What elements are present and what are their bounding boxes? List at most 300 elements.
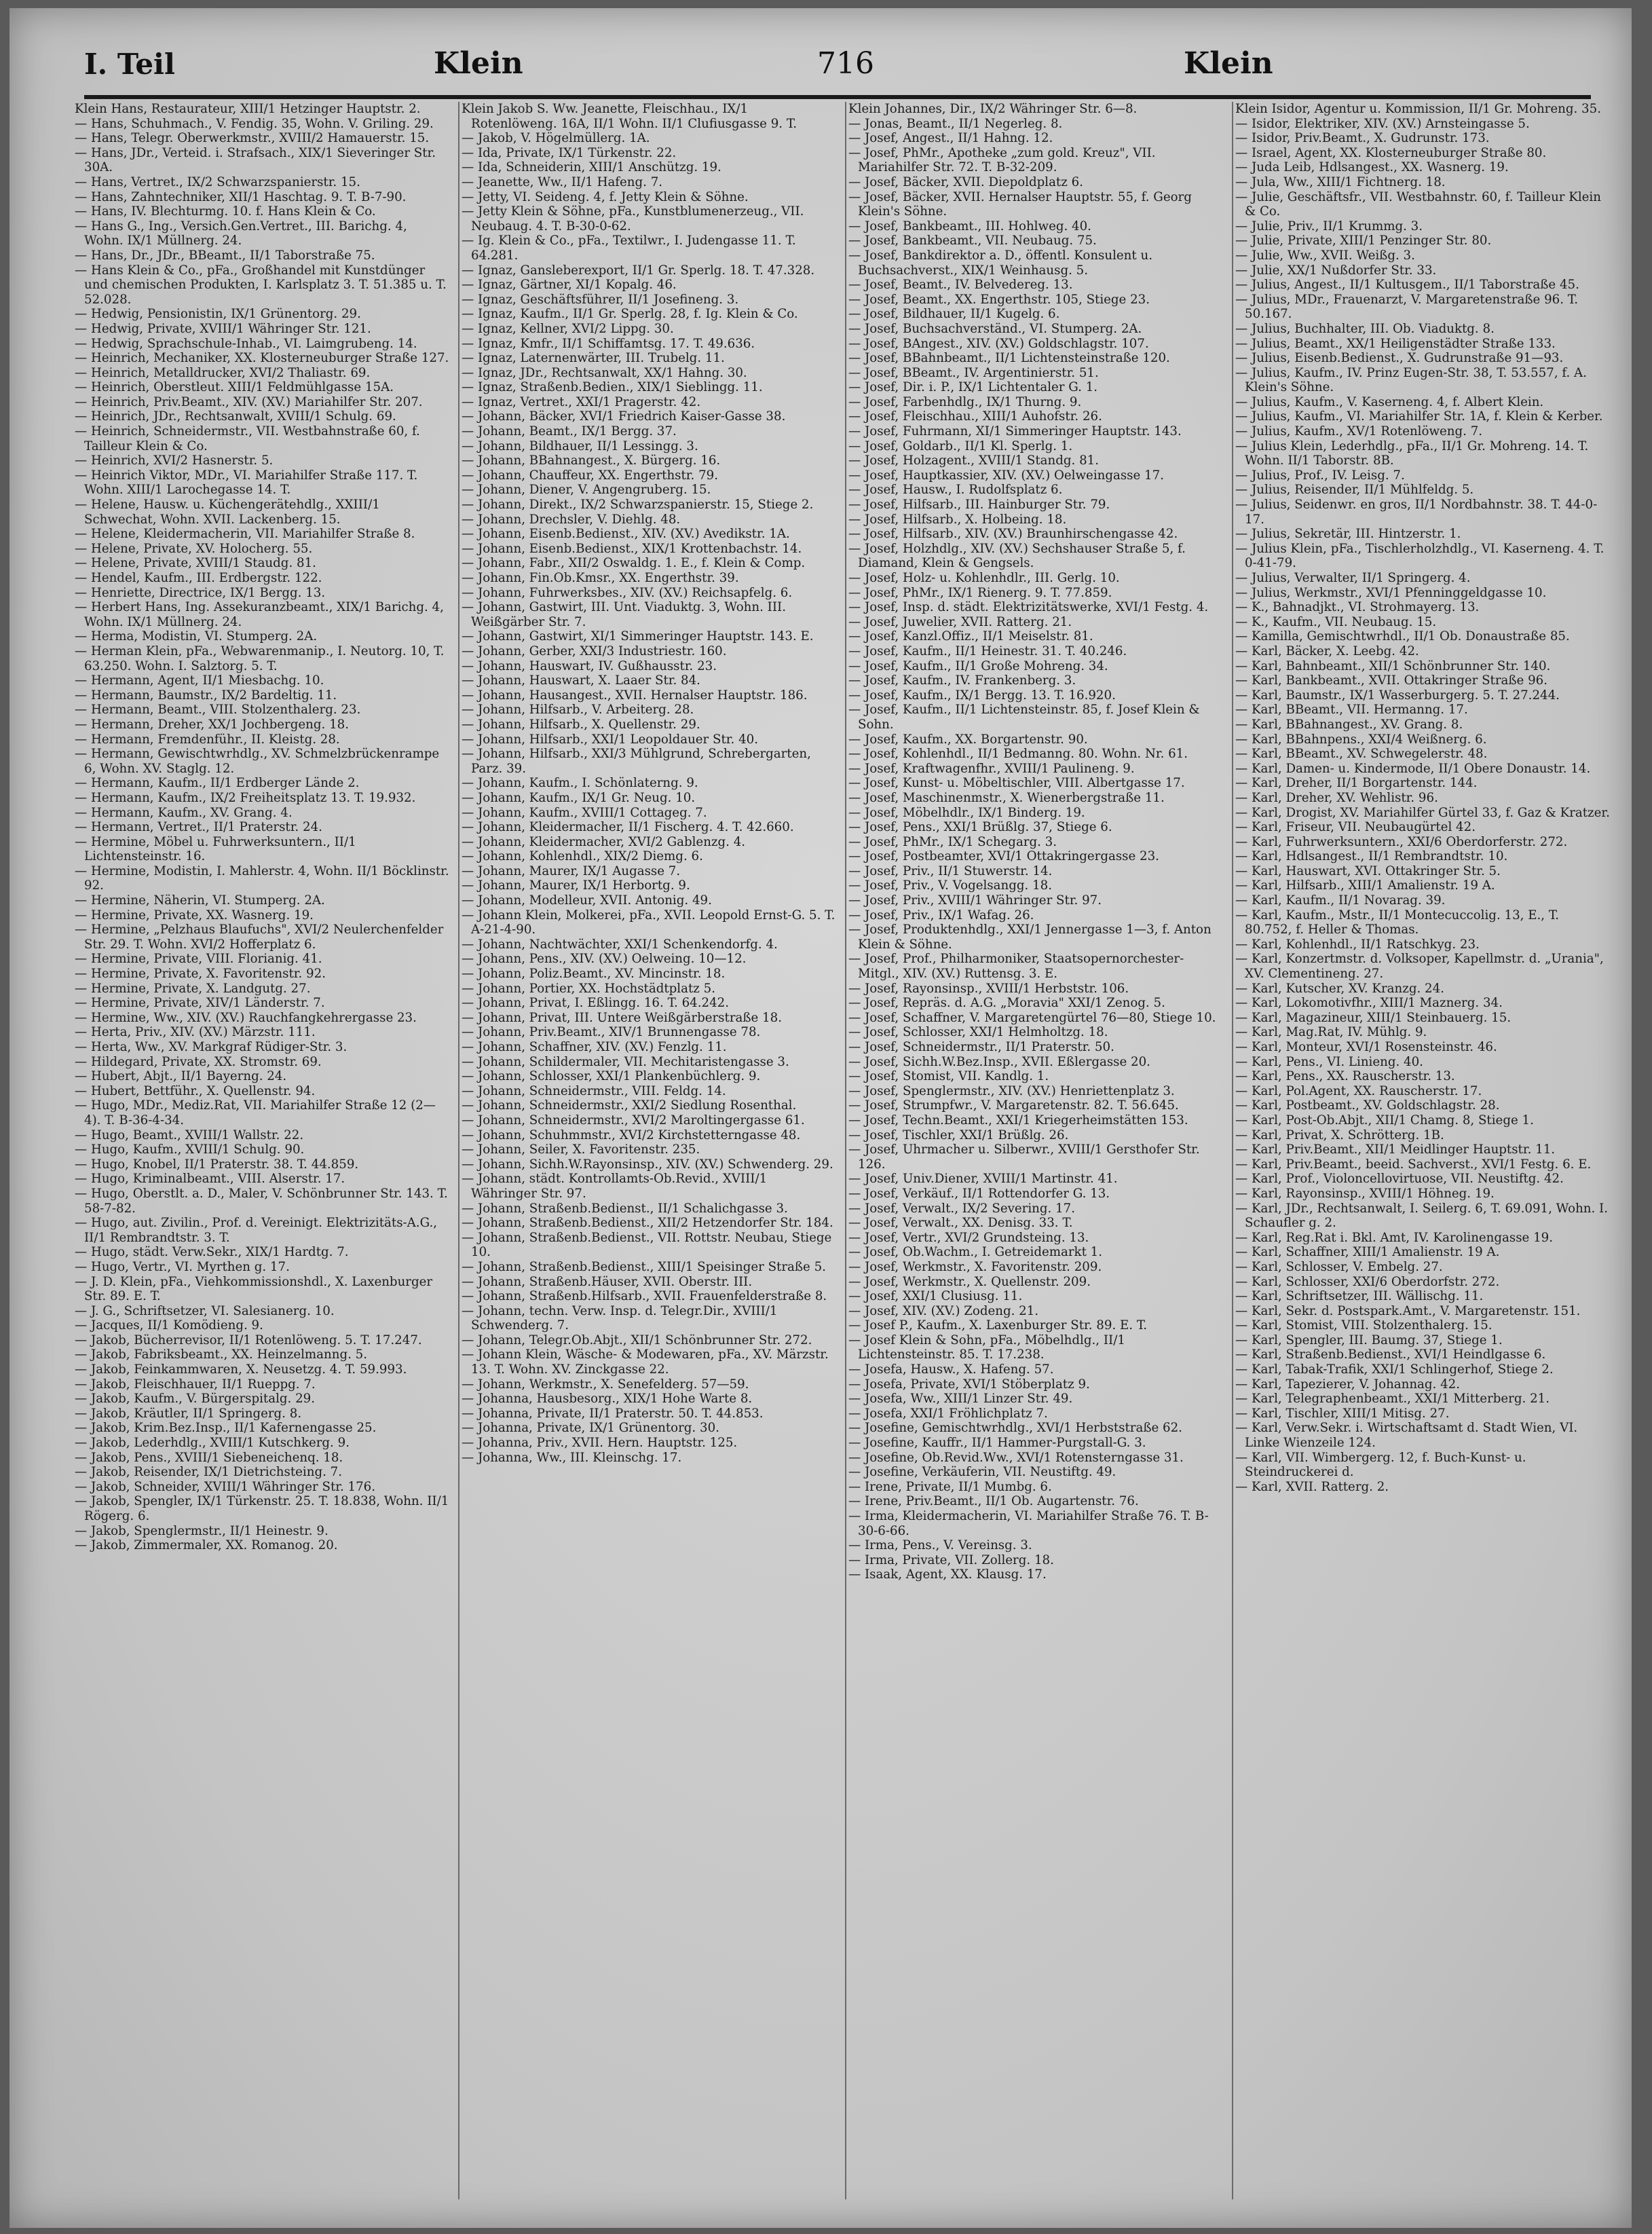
directory-entry: — Ignaz, JDr., Rechtsanwalt, XX/1 Hahng. 30. — [462, 365, 747, 380]
directory-entry: — Hermine, Private, X. Favoritenstr. 92. — [75, 967, 326, 982]
directory-entry: — Ignaz, Gärtner, XI/1 Kopalg. 46. — [462, 278, 677, 293]
directory-entry: — Herbert Hans, Ing. Assekuranzbeamt., XIX/1 Barichg. 4, Wohn. IX/1 Müllnerg. 24. — [75, 600, 444, 629]
directory-entry: — Karl, Dreher, II/1 Borgartenstr. 144. — [1235, 776, 1478, 791]
directory-entry: — Hermine, „Pelzhaus Blaufuchs", XVI/2 Neulerchenfelder Str. 29. T. Wohn. XVI/2 Hofferplatz 6. — [75, 923, 444, 952]
directory-entry: — Johann, Schuhmmstr., XVI/2 Kirchstetterngasse 48. — [462, 1128, 801, 1142]
directory-entry: — Johann, Hilfsarb., X. Quellenstr. 29. — [462, 717, 700, 732]
directory-entry: — Hugo, MDr., Mediz.Rat, VII. Mariahilfer Straße 12 (2—4). T. B-36-4-34. — [75, 1098, 436, 1128]
column-1 — [75, 102, 449, 2199]
directory-entry: — Hermine, Private, XX. Wasnerg. 19. — [75, 908, 314, 923]
directory-entry: — Jakob, Bücherrevisor, II/1 Rotenlöweng. 5. T. 17.247. — [75, 1333, 422, 1347]
directory-entry: — Josefine, Verkäuferin, VII. Neustiftg. 49. — [848, 1465, 1116, 1480]
directory-entry: — Julius, Reisender, II/1 Mühlfeldg. 5. — [1235, 483, 1474, 498]
directory-entry: — Johann, Portier, XX. Hochstädtplatz 5. — [462, 981, 715, 996]
directory-entry: — Josef, Angest., II/1 Hahng. 12. — [848, 131, 1053, 146]
directory-entry: — Jacques, II/1 Komödieng. 9. — [75, 1318, 263, 1333]
directory-entry: — Josefine, Gemischtwrhdlg., XVI/1 Herbststraße 62. — [848, 1421, 1182, 1436]
directory-entry: — Josef, Verwalt., IX/2 Severing. 17. — [848, 1201, 1075, 1216]
directory-entry: — Jakob, Kräutler, II/1 Springerg. 8. — [75, 1406, 302, 1421]
directory-entry: — Ida, Private, IX/1 Türkenstr. 22. — [462, 145, 677, 160]
directory-entry: — Johann, Fin.Ob.Kmsr., XX. Engerthstr. 39. — [462, 571, 739, 585]
directory-entry: — Josef, Kunst- u. Möbeltischler, VIII. Albertgasse 17. — [848, 776, 1185, 791]
directory-entry: — Karl, Dreher, XV. Wehlistr. 96. — [1235, 790, 1438, 805]
directory-entry: — Hugo, Knobel, II/1 Praterstr. 38. T. 44.859. — [75, 1157, 359, 1172]
directory-entry: — Karl, JDr., Rechtsanwalt, I. Seilerg. 6, T. 69.091, Wohn. I. Schaufler g. 2. — [1235, 1201, 1609, 1231]
directory-entry: — Josef, Univ.Diener, XVIII/1 Martinstr. 41. — [848, 1172, 1118, 1187]
directory-entry: — Jakob, Feinkammwaren, X. Neusetzg. 4. T. 59.993. — [75, 1362, 407, 1377]
directory-entry: — Johann, Drechsler, V. Diehlg. 48. — [462, 512, 681, 527]
directory-entry: — Hugo, Vertr., VI. Myrthen g. 17. — [75, 1259, 290, 1274]
directory-entry: — Hedwig, Sprachschule-Inhab., VI. Laimgrubeng. 14. — [75, 336, 417, 351]
directory-entry: — Karl, Baumstr., IX/1 Wasserburgerg. 5. T. 27.244. — [1235, 688, 1560, 703]
directory-entry: — Johann, Privat, I. Eßlingg. 16. T. 64.242. — [462, 996, 730, 1011]
directory-columns — [75, 102, 1609, 2199]
directory-entry: — Josef, Postbeamter, XVI/1 Ottakringergasse 23. — [848, 849, 1159, 864]
directory-entry: — Karl, Kohlenhdl., II/1 Ratschkyg. 23. — [1235, 937, 1480, 952]
directory-entry: — Josef, Prof., Philharmoniker, Staatsopernorchester-Mitgl., XIV. (XV.) Ruttensg. 3. E. — [848, 952, 1184, 982]
directory-entry: — Julius, Buchhalter, III. Ob. Viaduktg. 8. — [1235, 321, 1495, 336]
directory-entry: — Karl, Stomist, VIII. Stolzenthalerg. 15. — [1235, 1318, 1493, 1333]
directory-entry: — Julius, Kaufm., IV. Prinz Eugen-Str. 38, T. 53.557, f. A. Klein's Söhne. — [1235, 365, 1587, 395]
directory-entry: — Hermine, Modistin, I. Mahlerstr. 4, Wohn. II/1 Böcklinstr. 92. — [75, 863, 449, 893]
directory-entry: — Ignaz, Geschäftsführer, II/1 Josefineng. 3. — [462, 292, 739, 307]
directory-entry: — Johann Klein, Wäsche- & Modewaren, pFa., XV. Märzstr. 13. T. Wohn. XV. Zinckgasse 22. — [462, 1347, 829, 1377]
directory-entry: — Johann, Priv.Beamt., XIV/1 Brunnengasse 78. — [462, 1025, 761, 1040]
directory-entry: — Karl, Rayonsinsp., XVIII/1 Höhneg. 19. — [1235, 1186, 1495, 1201]
directory-entry: — Johanna, Priv., XVII. Hern. Hauptstr. 125. — [462, 1436, 738, 1451]
directory-entry: — Karl, Schlosser, V. Embelg. 27. — [1235, 1259, 1443, 1274]
directory-entry: — Heinrich, Oberstleut. XIII/1 Feldmühlgasse 15A. — [75, 380, 394, 395]
directory-entry: — Josef, PhMr., IX/1 Rienerg. 9. T. 77.859. — [848, 585, 1112, 600]
directory-entry: — Julie, Ww., XVII. Weißg. 3. — [1235, 248, 1415, 263]
directory-entry: — Josef, Bäcker, XVII. Hernalser Hauptstr. 55, f. Georg Klein's Söhne. — [848, 189, 1192, 219]
directory-entry: — Herma, Modistin, VI. Stumperg. 2A. — [75, 629, 318, 644]
directory-entry: — Josef, Spenglermstr., XIV. (XV.) Henriettenplatz 3. — [848, 1083, 1175, 1098]
directory-entry: — Johann, Kaufm., I. Schönlaterng. 9. — [462, 776, 698, 791]
directory-entry: — Josef, Schneidermstr., II/1 Praterstr. 50. — [848, 1040, 1114, 1054]
directory-entry: — Josef, Techn.Beamt., XXI/1 Kriegerheimstätten 153. — [848, 1113, 1188, 1128]
directory-entry: — Karl, Hauswart, XVI. Ottakringer Str. 5. — [1235, 863, 1501, 878]
header-rule — [84, 95, 1591, 99]
directory-entry: — Josef, Bankbeamt., VII. Neubaug. 75. — [848, 234, 1097, 248]
directory-entry: — Hugo, Kaufm., XVIII/1 Schulg. 90. — [75, 1142, 305, 1157]
directory-entry: — Karl, Spengler, III. Baumg. 37, Stiege 1. — [1235, 1333, 1503, 1347]
directory-entry: — Karl, VII. Wimbergerg. 12, f. Buch-Kunst- u. Steindruckerei d. — [1235, 1450, 1526, 1480]
directory-entry: — Julius, Verwalter, II/1 Springerg. 4. — [1235, 571, 1471, 585]
directory-entry: — Josef, Kaufm., IV. Frankenberg. 3. — [848, 673, 1076, 688]
directory-entry: — Johann, Direkt., IX/2 Schwarzspanierstr. 15, Stiege 2. — [462, 498, 814, 513]
directory-entry: — Irma, Kleidermacherin, VI. Mariahilfer Straße 76. T. B-30-6-66. — [848, 1509, 1209, 1538]
directory-entry: — Julius, Angest., II/1 Kultusgem., II/1 Taborstraße 45. — [1235, 278, 1579, 293]
directory-entry: — Josef, Rayonsinsp., XVIII/1 Herbststr. 106. — [848, 981, 1129, 996]
directory-entry: — Hans, Telegr. Oberwerkmstr., XVIII/2 Hamauerstr. 15. — [75, 131, 430, 146]
directory-entry: — Josef, Hauptkassier, XIV. (XV.) Oelweingasse 17. — [848, 468, 1164, 483]
directory-entry: — Hermann, Dreher, XX/1 Jochbergeng. 18. — [75, 717, 350, 732]
directory-entry: — Jakob, Krim.Bez.Insp., II/1 Kafernengasse 25. — [75, 1421, 377, 1436]
directory-entry: — Johann, Eisenb.Bedienst., XIX/1 Krottenbachstr. 14. — [462, 541, 802, 556]
directory-entry: — Johann, Kleidermacher, II/1 Fischerg. 4. T. 42.660. — [462, 820, 794, 835]
directory-entry: — Ignaz, Gansleberexport, II/1 Gr. Sperlg. 18. T. 47.328. — [462, 263, 815, 278]
directory-entry: — Johann, Gerber, XXI/3 Industriestr. 160. — [462, 644, 727, 658]
directory-entry: — Ida, Schneiderin, XIII/1 Anschützg. 19. — [462, 160, 721, 175]
directory-entry: — Jakob, Fabriksbeamt., XX. Heinzelmanng. 5. — [75, 1347, 368, 1362]
directory-entry: — Hermine, Private, VIII. Florianig. 41. — [75, 952, 322, 967]
directory-entry: — Josef, Holzagent., XVIII/1 Standg. 81. — [848, 453, 1099, 468]
directory-entry: — Josef, Goldarb., II/1 Kl. Sperlg. 1. — [848, 439, 1073, 453]
directory-entry: — Josef, Kaufm., XX. Borgartenstr. 90. — [848, 732, 1088, 747]
page-number: 716 — [817, 46, 874, 81]
directory-entry: — Hubert, Bettführ., X. Quellenstr. 94. — [75, 1083, 316, 1098]
directory-entry: — Karl, Hdlsangest., II/1 Rembrandtstr. 10. — [1235, 849, 1508, 864]
directory-entry: — Johann, Modelleur, XVII. Antonig. 49. — [462, 893, 712, 908]
directory-entry: — Josef, Schlosser, XXI/1 Helmholtzg. 18. — [848, 1025, 1108, 1040]
right-keyword: Klein — [1184, 46, 1273, 81]
directory-entry: — Hermine, Private, X. Landgutg. 27. — [75, 981, 311, 996]
directory-entry: — Heinrich, Mechaniker, XX. Klosterneuburger Straße 127. — [75, 351, 449, 366]
directory-entry: — Julius, Eisenb.Bedienst., X. Gudrunstraße 91—93. — [1235, 351, 1564, 366]
directory-entry: — Julius Klein, Lederhdlg., pFa., II/1 Gr. Mohreng. 14. T. Wohn. II/1 Taborstr. 8B. — [1235, 439, 1589, 468]
directory-entry: — Helene, Hausw. u. Küchengerätehdlg., XXIII/1 Schwechat, Wohn. XVII. Lackenberg. 15. — [75, 498, 380, 527]
directory-entry: — Jakob, Spengler, IX/1 Türkenstr. 25. T. 18.838, Wohn. II/1 Rögerg. 6. — [75, 1494, 449, 1523]
directory-entry: — Hermann, Baumstr., IX/2 Bardeltig. 11. — [75, 688, 337, 703]
directory-entry: — Josef, Uhrmacher u. Silberwr., XVIII/1 Gersthofer Str. 126. — [848, 1142, 1200, 1172]
directory-entry: — Karl, Lokomotivfhr., XIII/1 Maznerg. 34. — [1235, 996, 1503, 1011]
directory-entry: — Karl, Pens., VI. Linieng. 40. — [1235, 1054, 1423, 1069]
directory-entry: — Josef, Maschinenmstr., X. Wienerbergstraße 11. — [848, 790, 1165, 805]
directory-entry: — Karl, Tischler, XIII/1 Mitisg. 27. — [1235, 1406, 1450, 1421]
directory-entry: — Josef, Bildhauer, II/1 Kugelg. 6. — [848, 307, 1060, 322]
directory-entry: — Johann, Sichh.W.Rayonsinsp., XIV. (XV.) Schwenderg. 29. — [462, 1157, 833, 1172]
directory-entry: — Johann, städt. Kontrollamts-Ob.Revid., XVIII/1 Währinger Str. 97. — [462, 1172, 768, 1201]
directory-entry: — Hermine, Näherin, VI. Stumperg. 2A. — [75, 893, 325, 908]
directory-entry: — Heinrich, JDr., Rechtsanwalt, XVIII/1 Schulg. 69. — [75, 409, 396, 424]
directory-entry: — Jakob, Pens., XVIII/1 Siebeneichenq. 18. — [75, 1450, 343, 1465]
directory-entry: — Johann, Beamt., IX/1 Bergg. 37. — [462, 424, 677, 439]
directory-entry: — Johann, Hilfsarb., XXI/3 Mühlgrund, Schrebergarten, Parz. 39. — [462, 747, 811, 776]
directory-entry: — Heinrich, XVI/2 Hasnerstr. 5. — [75, 453, 274, 468]
page-header — [84, 41, 1591, 88]
directory-entry: — Karl, Verw.Sekr. i. Wirtschaftsamt d. Stadt Wien, VI. Linke Wienzeile 124. — [1235, 1421, 1578, 1451]
directory-entry: — Karl, Postbeamt., XV. Goldschlagstr. 28. — [1235, 1098, 1500, 1113]
directory-entry: — Ignaz, Kaufm., II/1 Gr. Sperlg. 28, f. Ig. Klein & Co. — [462, 307, 798, 322]
directory-entry: — Jakob, V. Högelmüllerg. 1A. — [462, 131, 650, 146]
directory-entry: — Ignaz, Kmfr., II/1 Schiffamtsg. 17. T. 49.636. — [462, 336, 755, 351]
directory-entry: — Josef, Tischler, XXI/1 Brüßlg. 26. — [848, 1128, 1069, 1142]
directory-entry: — Karl, BBahnpens., XXI/4 Weißnerg. 6. — [1235, 732, 1487, 747]
directory-entry: — Karl, Mag.Rat, IV. Mühlg. 9. — [1235, 1025, 1427, 1040]
directory-entry: — Helene, Private, XVIII/1 Staudg. 81. — [75, 556, 316, 571]
directory-entry: — Heinrich, Metalldrucker, XVI/2 Thaliastr. 69. — [75, 365, 371, 380]
directory-entry: — Josef, Werkmstr., X. Favoritenstr. 209. — [848, 1259, 1102, 1274]
directory-entry: — Johann, Werkmstr., X. Senefelderg. 57—59. — [462, 1377, 749, 1392]
directory-entry: — Julius, Kaufm., V. Kaserneng. 4, f. Albert Klein. — [1235, 394, 1544, 409]
directory-entry: — Hans, Dr., JDr., BBeamt., II/1 Taborstraße 75. — [75, 248, 375, 263]
directory-entry: — Johann, Gastwirt, III. Unt. Viaduktg. 3, Wohn. III. Weißgärber Str. 7. — [462, 600, 786, 629]
directory-entry: — Johann, Straßenb.Bedienst., XII/2 Hetzendorfer Str. 184. — [462, 1216, 833, 1231]
directory-entry: — Hugo, städt. Verw.Sekr., XIX/1 Hardtg. 7. — [75, 1245, 349, 1260]
directory-entry: — Josef, Beamt., IV. Belvedereg. 13. — [848, 278, 1073, 293]
directory-entry: — Hans, JDr., Verteid. i. Strafsach., XIX/1 Sieveringer Str. 30A. — [75, 145, 436, 175]
directory-entry: — Johann, Eisenb.Bedienst., XIV. (XV.) Avedikstr. 1A. — [462, 527, 790, 542]
directory-entry: — Hans, Vertret., IX/2 Schwarzspanierstr. 15. — [75, 174, 360, 189]
directory-entry: — Josef, Priv., II/1 Stuwerstr. 14. — [848, 863, 1053, 878]
directory-entry: — Johanna, Ww., III. Kleinschg. 17. — [462, 1450, 682, 1465]
directory-entry: — Karl, Friseur, VII. Neubaugürtel 42. — [1235, 820, 1476, 835]
directory-entry: — Jetty Klein & Söhne, pFa., Kunstblumenerzeug., VII. Neubaug. 4. T. B-30-0-62. — [462, 204, 804, 234]
directory-entry: — Herman Klein, pFa., Webwarenmanip., I. Neutorg. 10, T. 63.250. Wohn. I. Salztorg. 5. T. — [75, 644, 445, 673]
directory-entry: — Julie, XX/1 Nußdorfer Str. 33. — [1235, 263, 1437, 278]
directory-entry: — Johann, Pens., XIV. (XV.) Oelweing. 10—12. — [462, 952, 747, 967]
directory-entry: — Johann, Diener, V. Angengruberg. 15. — [462, 483, 711, 498]
directory-entry: — Josef, Holzhdlg., XIV. (XV.) Sechshauser Straße 5, f. Diamand, Klein & Gengsels. — [848, 541, 1186, 571]
directory-entry: — Hugo, Beamt., XVIII/1 Wallstr. 22. — [75, 1128, 304, 1142]
directory-entry: — Josefa, Hausw., X. Hafeng. 57. — [848, 1362, 1054, 1377]
directory-entry: — Karl, Schaffner, XIII/1 Amalienstr. 19 A. — [1235, 1245, 1500, 1260]
directory-entry: — Hermann, Kaufm., XV. Grang. 4. — [75, 805, 293, 820]
section-label: I. Teil — [84, 48, 175, 81]
directory-entry: — Josef, Kanzl.Offiz., II/1 Meiselstr. 81. — [848, 629, 1093, 644]
directory-entry: — Josef, Vertr., XVI/2 Grundsteing. 13. — [848, 1230, 1089, 1245]
directory-entry: — Josef, BBeamt., IV. Argentinierstr. 51. — [848, 365, 1099, 380]
directory-entry: — Karl, Kutscher, XV. Kranzg. 24. — [1235, 981, 1444, 996]
directory-entry: — Josef, XXI/1 Clusiusg. 11. — [848, 1289, 1023, 1304]
directory-entry: — Ignaz, Laternenwärter, III. Trubelg. 11. — [462, 351, 725, 366]
directory-entry: — Johann, Fabr., XII/2 Oswaldg. 1. E., f. Klein & Comp. — [462, 556, 806, 571]
directory-entry: — Hermann, Vertret., II/1 Praterstr. 24. — [75, 820, 322, 835]
directory-entry: — Johann, Straßenb.Häuser, XVII. Oberstr. III. — [462, 1274, 753, 1289]
directory-entry: — Hildegard, Private, XX. Stromstr. 69. — [75, 1054, 322, 1069]
directory-entry: — Josef, Priv., V. Vogelsangg. 18. — [848, 878, 1052, 893]
directory-entry: — Josef P., Kaufm., X. Laxenburger Str. 89. E. T. — [848, 1318, 1148, 1333]
directory-entry: — Juda Leib, Hdlsangest., XX. Wasnerg. 19. — [1235, 160, 1509, 175]
directory-entry: — Jeanette, Ww., II/1 Hafeng. 7. — [462, 174, 663, 189]
directory-entry: — Josef, Juwelier, XVII. Ratterg. 21. — [848, 614, 1072, 629]
directory-entry: — K., Bahnadjkt., VI. Strohmayerg. 13. — [1235, 600, 1480, 615]
directory-entry: — Johanna, Hausbesorg., XIX/1 Hohe Warte 8. — [462, 1392, 753, 1407]
directory-entry: — Johanna, Private, IX/1 Grünentorg. 30. — [462, 1421, 719, 1436]
directory-entry: — Johanna, Private, II/1 Praterstr. 50. T. 44.853. — [462, 1406, 764, 1421]
directory-entry: — Josef, Pens., XXI/1 Brüßlg. 37, Stiege 6. — [848, 820, 1112, 835]
directory-entry: — Hedwig, Pensionistin, IX/1 Grünentorg. 29. — [75, 307, 361, 322]
column-2 — [462, 102, 836, 2199]
directory-entry: — Johann, Bildhauer, II/1 Lessingg. 3. — [462, 439, 698, 453]
directory-entry: — Karl, Sekr. d. Postspark.Amt., V. Margaretenstr. 151. — [1235, 1303, 1581, 1318]
directory-entry: — Henriette, Directrice, IX/1 Bergg. 13. — [75, 585, 326, 600]
directory-entry: — Johann, Hausangest., XVII. Hernalser Hauptstr. 186. — [462, 688, 808, 703]
directory-entry: — Johann, Maurer, IX/1 Herbortg. 9. — [462, 878, 690, 893]
directory-entry: — Johann, BBahnangest., X. Bürgerg. 16. — [462, 453, 721, 468]
directory-entry: — Josef, Strumpfwr., V. Margaretenstr. 82. T. 56.645. — [848, 1098, 1179, 1113]
directory-entry: — Irene, Private, II/1 Mumbg. 6. — [848, 1479, 1052, 1494]
directory-entry: — Johann, Kohlenhdl., XIX/2 Diemg. 6. — [462, 849, 703, 864]
directory-entry: — Julius, Seidenwr. en gros, II/1 Nordbahnstr. 38. T. 44-0-17. — [1235, 498, 1598, 527]
directory-entry: — Julius, MDr., Frauenarzt, V. Margaretenstraße 96. T. 50.167. — [1235, 292, 1579, 322]
directory-entry: — Isidor, Priv.Beamt., X. Gudrunstr. 173. — [1235, 131, 1490, 146]
directory-entry: — Heinrich Viktor, MDr., VI. Mariahilfer Straße 117. T. Wohn. XIII/1 Larochegasse 14. T. — [75, 468, 418, 498]
directory-entry: — Karl, Hilfsarb., XIII/1 Amalienstr. 19 A. — [1235, 878, 1495, 893]
directory-entry: — Karl, Telegraphenbeamt., XXI/1 Mitterberg. 21. — [1235, 1392, 1550, 1407]
directory-entry: — Jakob, Spenglermstr., II/1 Heinestr. 9. — [75, 1523, 328, 1538]
directory-entry: — Israel, Agent, XX. Klosterneuburger Straße 80. — [1235, 145, 1547, 160]
directory-entry: — Jakob, Fleischhauer, II/1 Rueppg. 7. — [75, 1377, 316, 1392]
directory-entry: — Josef, Beamt., XX. Engerthstr. 105, Stiege 23. — [848, 292, 1150, 307]
directory-entry: — Johann, Kaufm., XVIII/1 Cottageg. 7. — [462, 805, 707, 820]
column-3 — [848, 102, 1223, 2199]
directory-entry: — Johann, Straßenb.Hilfsarb., XVII. Frauenfelderstraße 8. — [462, 1289, 827, 1304]
directory-entry: — Johann, Straßenb.Bedienst., VII. Rottstr. Neubau, Stiege 10. — [462, 1230, 832, 1260]
directory-entry: — Josef, Werkmstr., X. Quellenstr. 209. — [848, 1274, 1091, 1289]
directory-entry: Klein Isidor, Agentur u. Kommission, II/1 Gr. Mohreng. 35. — [1235, 102, 1601, 116]
directory-entry: — Julius Klein, pFa., Tischlerholzhdlg., VI. Kaserneng. 4. T. 0-41-79. — [1235, 541, 1604, 571]
directory-entry: — Karl, Priv.Beamt., beeid. Sachverst., XVI/1 Festg. 6. E. — [1235, 1157, 1592, 1172]
directory-entry: — Irma, Pens., V. Vereinsg. 3. — [848, 1538, 1032, 1553]
directory-entry: — Josef, PhMr., IX/1 Schegarg. 3. — [848, 834, 1057, 849]
directory-entry: — Ignaz, Kellner, XVI/2 Lippg. 30. — [462, 321, 674, 336]
directory-entry: — J. D. Klein, pFa., Viehkommissionshdl., X. Laxenburger Str. 89. E. T. — [75, 1274, 433, 1304]
directory-entry: — Karl, Magazineur, XIII/1 Steinbauerg. 15. — [1235, 1010, 1512, 1025]
directory-entry: — Josef, Bäcker, XVII. Diepoldplatz 6. — [848, 174, 1083, 189]
directory-entry: — Johann, Schneidermstr., XVI/2 Maroltingergasse 61. — [462, 1113, 805, 1128]
column-4 — [1235, 102, 1610, 2199]
directory-entry: — Johann, Gastwirt, XI/1 Simmeringer Hauptstr. 143. E. — [462, 629, 814, 644]
directory-entry: — Karl, Fuhrwerksuntern., XXI/6 Oberdorferstr. 272. — [1235, 834, 1568, 849]
directory-entry: — Hans, Schuhmach., V. Fendig. 35, Wohn. V. Griling. 29. — [75, 116, 434, 131]
directory-entry: — Karl, Bahnbeamt., XII/1 Schönbrunner Str. 140. — [1235, 658, 1551, 673]
directory-entry: — Johann, Schildermaler, VII. Mechitaristengasse 3. — [462, 1054, 789, 1069]
directory-entry: — Hans, IV. Blechturmg. 10. f. Hans Klein & Co. — [75, 204, 376, 219]
directory-entry: — Karl, Bäcker, X. Leebg. 42. — [1235, 644, 1419, 658]
directory-entry: — Josef, Möbelhdlr., IX/1 Binderg. 19. — [848, 805, 1085, 820]
directory-entry: — Johann, Poliz.Beamt., XV. Mincinstr. 18. — [462, 967, 726, 982]
directory-entry: — J. G., Schriftsetzer, VI. Salesianerg. 10. — [75, 1303, 335, 1318]
directory-entry: — Herta, Ww., XV. Markgraf Rüdiger-Str. 3. — [75, 1040, 348, 1054]
directory-entry: — Hermine, Ww., XIV. (XV.) Rauchfangkehrergasse 23. — [75, 1010, 417, 1025]
directory-entry: — Johann, Kleidermacher, XVI/2 Gablenzg. 4. — [462, 834, 746, 849]
directory-entry: — Jakob, Kaufm., V. Bürgerspitalg. 29. — [75, 1392, 316, 1407]
directory-entry: — Josef, Kraftwagenfhr., XVIII/1 Paulineng. 9. — [848, 761, 1135, 776]
directory-entry: — Josef, Kohlenhdl., II/1 Bedmanng. 80. Wohn. Nr. 61. — [848, 747, 1188, 762]
directory-entry: — Hendel, Kaufm., III. Erdbergstr. 122. — [75, 571, 322, 585]
directory-entry: — Josef, Stomist, VII. Kandlg. 1. — [848, 1069, 1049, 1084]
directory-entry: — Josef, Dir. i. P., IX/1 Lichtentaler G. 1. — [848, 380, 1098, 395]
directory-entry: — Hans, Zahntechniker, XII/1 Haschtag. 9. T. B-7-90. — [75, 189, 407, 204]
directory-entry: — Irma, Private, VII. Zollerg. 18. — [848, 1552, 1054, 1567]
directory-entry: — Jakob, Zimmermaler, XX. Romanog. 20. — [75, 1538, 338, 1553]
directory-entry: — Johann, Bäcker, XVI/1 Friedrich Kaiser-Gasse 38. — [462, 409, 786, 424]
directory-entry: — Johann, Hauswart, X. Laaer Str. 84. — [462, 673, 700, 688]
directory-entry: — Josef, Produktenhdlg., XXI/1 Jennergasse 1—3, f. Anton Klein & Söhne. — [848, 923, 1212, 952]
directory-entry: — Josef, Verwalt., XX. Denisg. 33. T. — [848, 1216, 1073, 1231]
directory-entry: — Heinrich, Priv.Beamt., XIV. (XV.) Mariahilfer Str. 207. — [75, 394, 423, 409]
directory-entry: — Julie, Private, XIII/1 Penzinger Str. 80. — [1235, 234, 1492, 248]
directory-entry: — Josef, Kaufm., IX/1 Bergg. 13. T. 16.920. — [848, 688, 1116, 703]
directory-entry: — Karl, Tabak-Trafik, XXI/1 Schlingerhof, Stiege 2. — [1235, 1362, 1554, 1377]
directory-entry: — Josef, Schaffner, V. Margaretengürtel 76—80, Stiege 10. — [848, 1010, 1216, 1025]
directory-entry: — Josef, Fleischhau., XIII/1 Auhofstr. 26. — [848, 409, 1102, 424]
directory-entry: — Jakob, Schneider, XVIII/1 Währinger Str. 176. — [75, 1479, 376, 1494]
directory-entry: — Hans G., Ing., Versich.Gen.Vertret., III. Barichg. 4, Wohn. IX/1 Müllnerg. 24. — [75, 219, 407, 248]
directory-entry: — Johann, Schaffner, XIV. (XV.) Fenzlg. 11. — [462, 1040, 727, 1054]
directory-entry: — Hermann, Agent, II/1 Miesbachg. 10. — [75, 673, 324, 688]
directory-entry: — Josef, Holz- u. Kohlenhdlr., III. Gerlg. 10. — [848, 571, 1120, 585]
directory-entry: — Helene, Private, XV. Holocherg. 55. — [75, 541, 313, 556]
directory-entry: — Jetty, VI. Seideng. 4, f. Jetty Klein & Söhne. — [462, 189, 749, 204]
directory-entry: — Josef, Hilfsarb., X. Holbeing. 18. — [848, 512, 1067, 527]
directory-entry: — Hubert, Abjt., II/1 Bayerng. 24. — [75, 1069, 287, 1084]
directory-entry: — Karl, Schriftsetzer, III. Wällischg. 11. — [1235, 1289, 1484, 1304]
directory-entry: — Johann, Seiler, X. Favoritenstr. 235. — [462, 1142, 700, 1157]
directory-entry: — Julius, Sekretär, III. Hintzerstr. 1. — [1235, 527, 1461, 542]
directory-entry: — Johann, Hauswart, IV. Gußhausstr. 23. — [462, 658, 717, 673]
directory-entry: — Karl, Schlosser, XXI/6 Oberdorfstr. 272. — [1235, 1274, 1500, 1289]
directory-entry: — Isidor, Elektriker, XIV. (XV.) Arnsteingasse 5. — [1235, 116, 1530, 131]
directory-entry: — Hermann, Beamt., VIII. Stolzenthalerg. 23. — [75, 703, 361, 718]
directory-entry: — Josefine, Ob.Revid.Ww., XVI/1 Rotensterngasse 31. — [848, 1450, 1184, 1465]
directory-entry: — Johann, Kaufm., IX/1 Gr. Neug. 10. — [462, 790, 696, 805]
directory-entry: — Karl, Priv.Beamt., XII/1 Meidlinger Hauptstr. 11. — [1235, 1142, 1556, 1157]
left-keyword: Klein — [434, 46, 523, 81]
directory-entry: — Josef, Ob.Wachm., I. Getreidemarkt 1. — [848, 1245, 1103, 1260]
directory-entry: — Josef, Hilfsarb., III. Hainburger Str. 79. — [848, 498, 1110, 513]
directory-entry: — Karl, Straßenb.Bedienst., XVI/1 Heindlgasse 6. — [1235, 1347, 1546, 1362]
directory-entry: — Hedwig, Private, XVIII/1 Währinger Str. 121. — [75, 321, 371, 336]
directory-entry: — Karl, Monteur, XVI/1 Rosensteinstr. 46. — [1235, 1040, 1497, 1054]
directory-entry: — Ignaz, Vertret., XXI/1 Pragerstr. 42. — [462, 394, 701, 409]
directory-entry: — Josef, Kaufm., II/1 Heinestr. 31. T. 40.246. — [848, 644, 1127, 658]
directory-entry: — Johann, Telegr.Ob.Abjt., XII/1 Schönbrunner Str. 272. — [462, 1333, 812, 1347]
directory-entry: — Hans Klein & Co., pFa., Großhandel mit Kunstdünger und chemischen Produkten, I. Karlsplatz 3. T. 51.385 u. T. 52.028. — [75, 263, 447, 307]
directory-entry: — Hermine, Möbel u. Fuhrwerksuntern., II/1 Lichtensteinstr. 16. — [75, 834, 356, 864]
directory-entry: — Johann, Straßenb.Bedienst., II/1 Schalichgasse 3. — [462, 1201, 788, 1216]
directory-entry: — Johann, Nachtwächter, XXI/1 Schenkendorfg. 4. — [462, 937, 778, 952]
directory-entry: — Johann, Schneidermstr., XXI/2 Siedlung Rosenthal. — [462, 1098, 797, 1113]
directory-entry: — Josefa, Ww., XIII/1 Linzer Str. 49. — [848, 1392, 1073, 1407]
directory-entry: — Hermann, Kaufm., II/1 Erdberger Lände 2. — [75, 776, 360, 791]
directory-entry: — Josef, Bankbeamt., III. Hohlweg. 40. — [848, 219, 1091, 234]
directory-entry: — Karl, Post-Ob.Abjt., XII/1 Chamg. 8, Stiege 1. — [1235, 1113, 1534, 1128]
directory-entry: — Johann, Privat, III. Untere Weißgärberstraße 18. — [462, 1010, 782, 1025]
directory-entry: — Karl, Drogist, XV. Mariahilfer Gürtel 33, f. Gaz & Kratzer. — [1235, 805, 1610, 820]
directory-entry: — Julie, Geschäftsfr., VII. Westbahnstr. 60, f. Tailleur Klein & Co. — [1235, 189, 1601, 219]
directory-entry: — Hermann, Gewischtwrhdlg., XV. Schmelzbrückenrampe 6, Wohn. XV. Staglg. 12. — [75, 747, 440, 776]
directory-entry: — Josef, Repräs. d. A.G. „Moravia" XXI/1 Zenog. 5. — [848, 996, 1165, 1011]
directory-entry: — Karl, BBeamt., VII. Hermanng. 17. — [1235, 703, 1468, 718]
directory-entry: — Josef, XIV. (XV.) Zodeng. 21. — [848, 1303, 1039, 1318]
directory-entry: — Josef, PhMr., Apotheke „zum gold. Kreuz", VII. Mariahilfer Str. 72. T. B-32-209. — [848, 145, 1156, 175]
directory-entry: — Johann, Fuhrwerksbes., XIV. (XV.) Reichsapfelg. 6. — [462, 585, 793, 600]
directory-entry: — Johann, Schlosser, XXI/1 Plankenbüchlerg. 9. — [462, 1069, 761, 1084]
directory-entry: — Johann, Chauffeur, XX. Engerthstr. 79. — [462, 468, 718, 483]
directory-entry: — Johann, Schneidermstr., VIII. Feldg. 14. — [462, 1083, 726, 1098]
directory-entry: — Josef, Sichh.W.Bez.Insp., XVII. Eßlergasse 20. — [848, 1054, 1150, 1069]
directory-entry: — Josef, Fuhrmann, XI/1 Simmeringer Hauptstr. 143. — [848, 424, 1182, 439]
directory-entry: — Josefa, XXI/1 Fröhlichplatz 7. — [848, 1406, 1048, 1421]
directory-entry: — Josef, Verkäuf., II/1 Rottendorfer G. 13. — [848, 1186, 1110, 1201]
directory-entry: — Jula, Ww., XIII/1 Fichtnerg. 18. — [1235, 174, 1446, 189]
directory-entry: — Ignaz, Straßenb.Bedien., XIX/1 Sieblingg. 11. — [462, 380, 763, 395]
directory-entry: — Johann, Maurer, IX/1 Augasse 7. — [462, 863, 681, 878]
directory-entry: — Karl, Damen- u. Kindermode, II/1 Obere Donaustr. 14. — [1235, 761, 1591, 776]
directory-entry: — Julie, Priv., II/1 Krummg. 3. — [1235, 219, 1423, 234]
directory-entry: — Josefa, Private, XVI/1 Stöberplatz 9. — [848, 1377, 1090, 1392]
directory-entry: — Hugo, Oberstlt. a. D., Maler, V. Schönbrunner Str. 143. T. 58-7-82. — [75, 1186, 448, 1216]
directory-entry: — Karl, Kaufm., Mstr., II/1 Montecuccolig. 13, E., T. 80.752, f. Heller & Thomas. — [1235, 908, 1560, 937]
directory-entry: — Karl, Pens., XX. Rauscherstr. 13. — [1235, 1069, 1455, 1084]
directory-entry: Klein Hans, Restaurateur, XIII/1 Hetzinger Hauptstr. 2. — [75, 102, 421, 116]
directory-entry: — Julius, Beamt., XX/1 Heiligenstädter Straße 133. — [1235, 336, 1556, 351]
directory-entry: — Kamilla, Gemischtwrhdl., II/1 Ob. Donaustraße 85. — [1235, 629, 1570, 644]
directory-entry: — Karl, Kaufm., II/1 Novarag. 39. — [1235, 893, 1446, 908]
